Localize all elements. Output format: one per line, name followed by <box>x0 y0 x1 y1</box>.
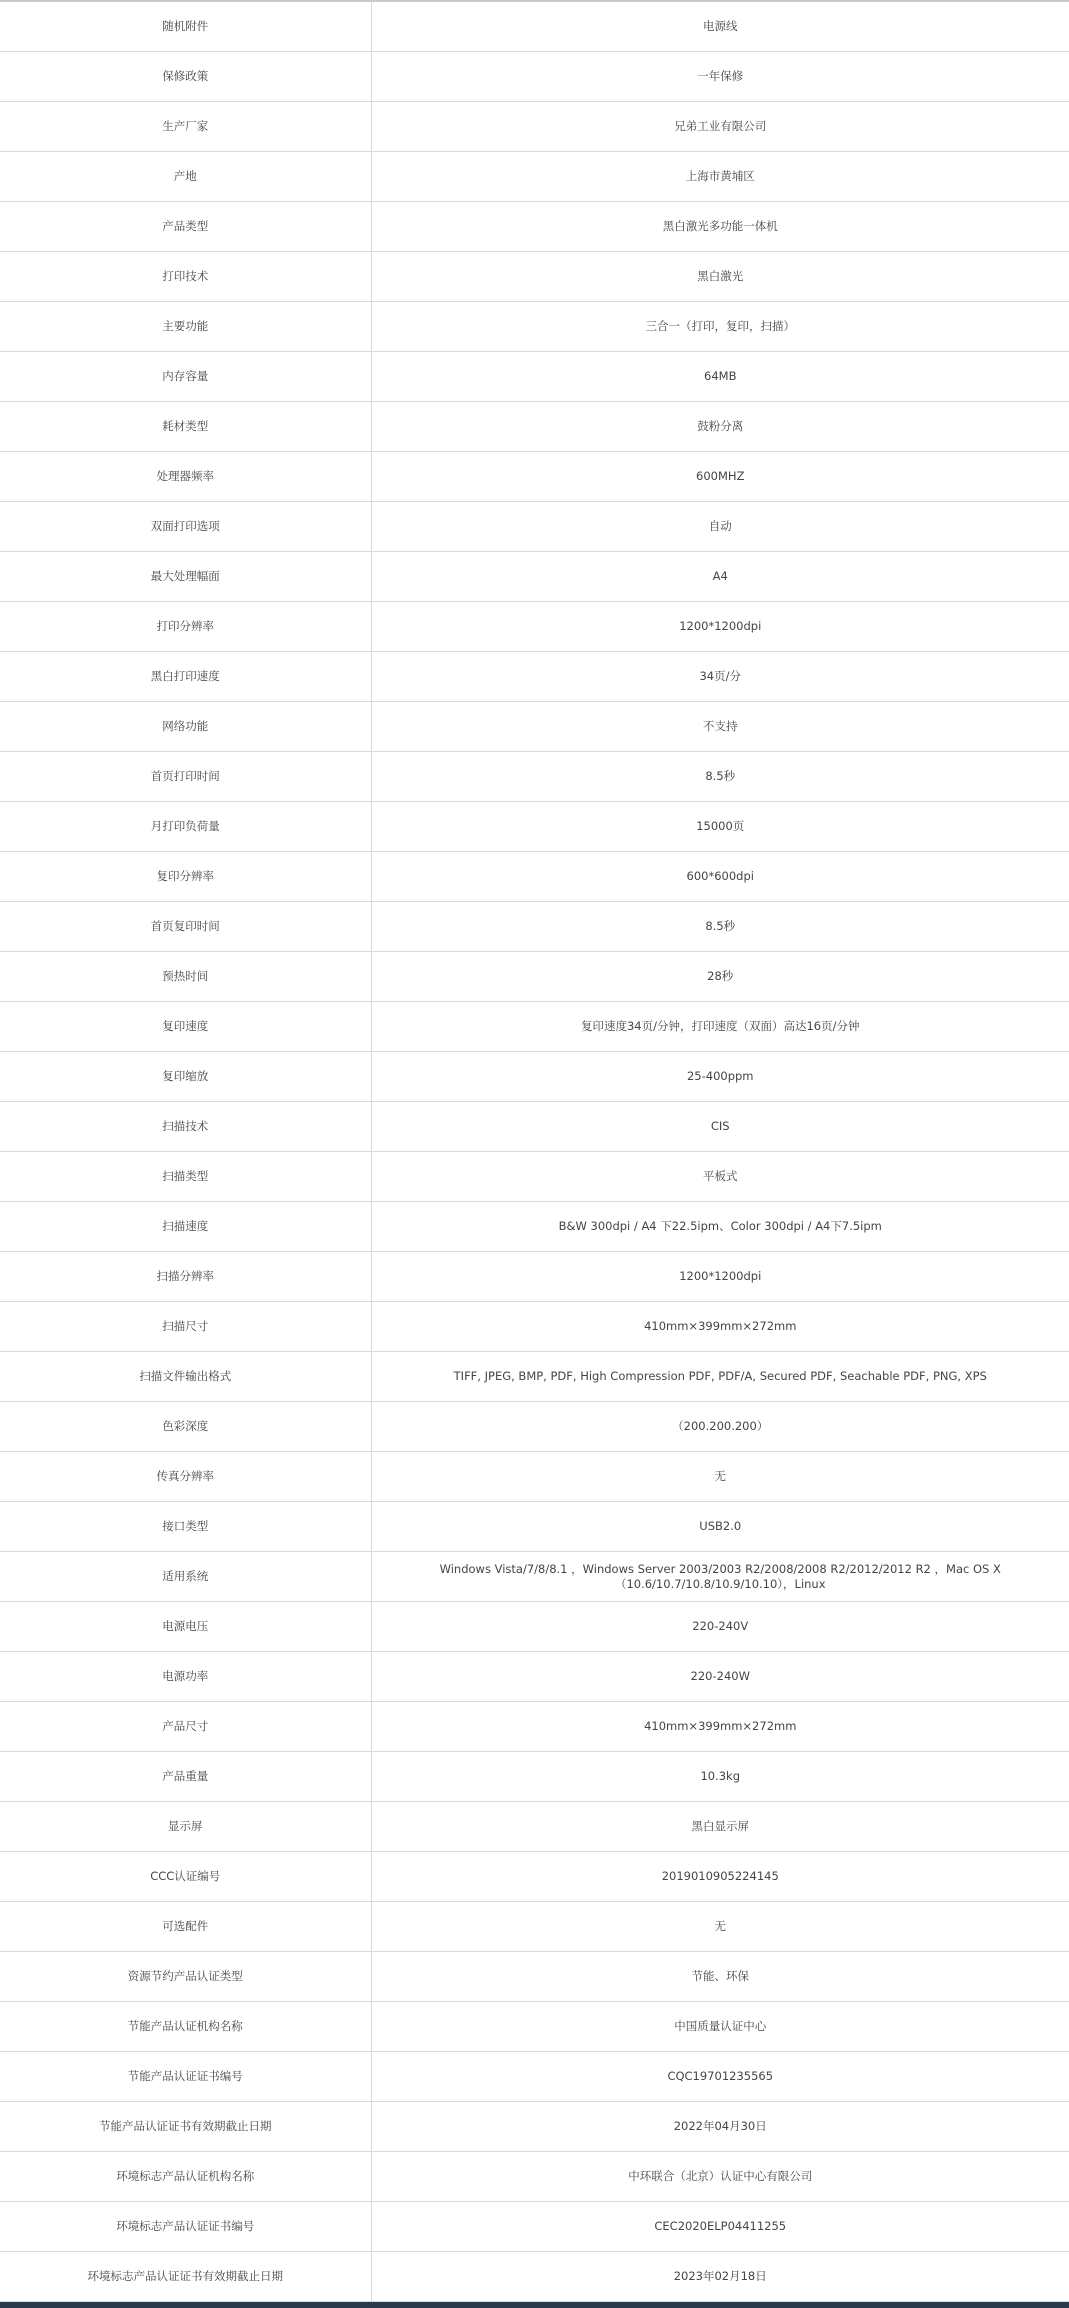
spec-name-cell: 扫描速度 <box>0 1202 371 1252</box>
spec-value-cell: 220-240V <box>371 1602 1069 1652</box>
spec-value-cell: 64MB <box>371 352 1069 402</box>
spec-name-cell: 生产厂家 <box>0 102 371 152</box>
spec-name-cell: 扫描尺寸 <box>0 1302 371 1352</box>
spec-row <box>0 952 1069 1002</box>
spec-row <box>0 1402 1069 1452</box>
spec-name-cell: 电源功率 <box>0 1652 371 1702</box>
spec-name-cell: 复印缩放 <box>0 1052 371 1102</box>
spec-name-cell: 扫描类型 <box>0 1152 371 1202</box>
spec-name-cell: 节能产品认证机构名称 <box>0 2002 371 2052</box>
spec-row <box>0 1052 1069 1102</box>
spec-value-cell: 410mm×399mm×272mm <box>371 1702 1069 1752</box>
spec-name-cell: 主要功能 <box>0 302 371 352</box>
spec-name-cell: 电源电压 <box>0 1602 371 1652</box>
spec-row <box>0 2152 1069 2202</box>
spec-value-cell: 600MHZ <box>371 452 1069 502</box>
spec-value-cell: 2022年04月30日 <box>371 2102 1069 2152</box>
spec-name-cell: 扫描分辨率 <box>0 1252 371 1302</box>
spec-name-cell: 最大处理幅面 <box>0 552 371 602</box>
spec-row <box>0 2252 1069 2302</box>
spec-row <box>0 2052 1069 2102</box>
spec-name-cell: 产品重量 <box>0 1752 371 1802</box>
spec-row <box>0 1252 1069 1302</box>
spec-table-body <box>0 2 1069 2302</box>
spec-name-cell: 扫描技术 <box>0 1102 371 1152</box>
spec-row <box>0 102 1069 152</box>
spec-row <box>0 1102 1069 1152</box>
spec-name-cell: CCC认证编号 <box>0 1852 371 1902</box>
spec-value-cell: 鼓粉分离 <box>371 402 1069 452</box>
spec-value-cell: CEC2020ELP04411255 <box>371 2202 1069 2252</box>
spec-value-cell: 15000页 <box>371 802 1069 852</box>
spec-value-cell: 220-240W <box>371 1652 1069 1702</box>
spec-row <box>0 1002 1069 1052</box>
spec-value-cell: 600*600dpi <box>371 852 1069 902</box>
spec-value-cell: 410mm×399mm×272mm <box>371 1302 1069 1352</box>
spec-row <box>0 502 1069 552</box>
spec-value-cell: 复印速度34页/分钟，打印速度（双面）高达16页/分钟 <box>371 1002 1069 1052</box>
spec-row <box>0 602 1069 652</box>
spec-value-cell: USB2.0 <box>371 1502 1069 1552</box>
spec-value-cell: 三合一（打印，复印，扫描） <box>371 302 1069 352</box>
spec-value-cell: 无 <box>371 1902 1069 1952</box>
spec-value-cell: 平板式 <box>371 1152 1069 1202</box>
spec-value-cell: 34页/分 <box>371 652 1069 702</box>
spec-name-cell: 复印分辨率 <box>0 852 371 902</box>
spec-row <box>0 2 1069 52</box>
spec-row <box>0 402 1069 452</box>
spec-name-cell: 可选配件 <box>0 1902 371 1952</box>
spec-row <box>0 902 1069 952</box>
spec-row <box>0 52 1069 102</box>
spec-value-cell: 不支持 <box>371 702 1069 752</box>
spec-row <box>0 1452 1069 1502</box>
spec-row <box>0 1502 1069 1552</box>
spec-name-cell: 产品尺寸 <box>0 1702 371 1752</box>
spec-row <box>0 252 1069 302</box>
spec-value-cell: 2023年02月18日 <box>371 2252 1069 2302</box>
spec-value-cell: 黑白激光 <box>371 252 1069 302</box>
spec-row <box>0 2002 1069 2052</box>
spec-row <box>0 802 1069 852</box>
spec-row <box>0 1702 1069 1752</box>
spec-name-cell: 环境标志产品认证证书有效期截止日期 <box>0 2252 371 2302</box>
spec-row <box>0 1152 1069 1202</box>
spec-name-cell: 节能产品认证证书编号 <box>0 2052 371 2102</box>
spec-name-cell: 资源节约产品认证类型 <box>0 1952 371 2002</box>
spec-value-cell: 一年保修 <box>371 52 1069 102</box>
spec-name-cell: 传真分辨率 <box>0 1452 371 1502</box>
spec-row <box>0 552 1069 602</box>
spec-value-cell: 中国质量认证中心 <box>371 2002 1069 2052</box>
spec-name-cell: 黑白打印速度 <box>0 652 371 702</box>
spec-name-cell: 复印速度 <box>0 1002 371 1052</box>
spec-value-cell: 上海市黄埔区 <box>371 152 1069 202</box>
bottom-bar <box>0 2302 1069 2308</box>
spec-name-cell: 首页复印时间 <box>0 902 371 952</box>
spec-value-cell: CQC19701235565 <box>371 2052 1069 2102</box>
spec-row <box>0 652 1069 702</box>
spec-value-cell: B&W 300dpi / A4 下22.5ipm、Color 300dpi / A4下7.5ipm <box>371 1202 1069 1252</box>
spec-name-cell: 耗材类型 <box>0 402 371 452</box>
spec-row <box>0 1952 1069 2002</box>
spec-row <box>0 852 1069 902</box>
spec-value-cell: 28秒 <box>371 952 1069 1002</box>
spec-value-cell: 自动 <box>371 502 1069 552</box>
spec-row <box>0 2202 1069 2252</box>
spec-row <box>0 202 1069 252</box>
spec-row <box>0 1202 1069 1252</box>
spec-row <box>0 352 1069 402</box>
spec-value-cell: 1200*1200dpi <box>371 1252 1069 1302</box>
spec-name-cell: 处理器频率 <box>0 452 371 502</box>
spec-value-cell: 中环联合（北京）认证中心有限公司 <box>371 2152 1069 2202</box>
spec-value-cell: Windows Vista/7/8/8.1 ，Windows Server 2003/2003 R2/2008/2008 R2/2012/2012 R2 ，Mac OS X （10.6/10.7/10.8/10.9/10.10），Linux <box>371 1552 1069 1602</box>
spec-name-cell: 显示屏 <box>0 1802 371 1852</box>
spec-value-cell: 25-400ppm <box>371 1052 1069 1102</box>
spec-name-cell: 环境标志产品认证机构名称 <box>0 2152 371 2202</box>
spec-value-cell: TIFF, JPEG, BMP, PDF, High Compression PDF, PDF/A, Secured PDF, Seachable PDF, PNG, XPS <box>371 1352 1069 1402</box>
spec-value-cell: 黑白显示屏 <box>371 1802 1069 1852</box>
spec-name-cell: 月打印负荷量 <box>0 802 371 852</box>
spec-row <box>0 1902 1069 1952</box>
spec-value-cell: 无 <box>371 1452 1069 1502</box>
spec-value-cell: CIS <box>371 1102 1069 1152</box>
spec-name-cell: 扫描文件输出格式 <box>0 1352 371 1402</box>
spec-value-cell: 黑白激光多功能一体机 <box>371 202 1069 252</box>
spec-row <box>0 702 1069 752</box>
spec-row <box>0 152 1069 202</box>
spec-name-cell: 首页打印时间 <box>0 752 371 802</box>
spec-name-cell: 预热时间 <box>0 952 371 1002</box>
spec-value-cell: 8.5秒 <box>371 752 1069 802</box>
spec-name-cell: 保修政策 <box>0 52 371 102</box>
spec-name-cell: 接口类型 <box>0 1502 371 1552</box>
spec-value-cell: （200.200.200） <box>371 1402 1069 1452</box>
spec-table <box>0 2 1069 2302</box>
spec-value-cell: 10.3kg <box>371 1752 1069 1802</box>
spec-row <box>0 452 1069 502</box>
spec-value-cell: 1200*1200dpi <box>371 602 1069 652</box>
spec-row <box>0 1652 1069 1702</box>
spec-row <box>0 302 1069 352</box>
spec-value-cell: 节能、环保 <box>371 1952 1069 2002</box>
spec-name-cell: 网络功能 <box>0 702 371 752</box>
spec-row <box>0 1852 1069 1902</box>
spec-name-cell: 打印分辨率 <box>0 602 371 652</box>
spec-value-cell: A4 <box>371 552 1069 602</box>
spec-name-cell: 产地 <box>0 152 371 202</box>
spec-name-cell: 打印技术 <box>0 252 371 302</box>
spec-name-cell: 色彩深度 <box>0 1402 371 1452</box>
spec-name-cell: 内存容量 <box>0 352 371 402</box>
spec-row <box>0 1802 1069 1852</box>
spec-row <box>0 1602 1069 1652</box>
spec-row <box>0 1552 1069 1602</box>
spec-name-cell: 产品类型 <box>0 202 371 252</box>
spec-row <box>0 1352 1069 1402</box>
spec-row <box>0 752 1069 802</box>
spec-name-cell: 适用系统 <box>0 1552 371 1602</box>
spec-row <box>0 2102 1069 2152</box>
spec-row <box>0 1752 1069 1802</box>
spec-value-cell: 8.5秒 <box>371 902 1069 952</box>
spec-value-cell: 电源线 <box>371 2 1069 52</box>
spec-name-cell: 随机附件 <box>0 2 371 52</box>
spec-value-cell: 兄弟工业有限公司 <box>371 102 1069 152</box>
spec-name-cell: 双面打印选项 <box>0 502 371 552</box>
spec-name-cell: 节能产品认证证书有效期截止日期 <box>0 2102 371 2152</box>
spec-value-cell: 2019010905224145 <box>371 1852 1069 1902</box>
spec-name-cell: 环境标志产品认证证书编号 <box>0 2202 371 2252</box>
spec-row <box>0 1302 1069 1352</box>
